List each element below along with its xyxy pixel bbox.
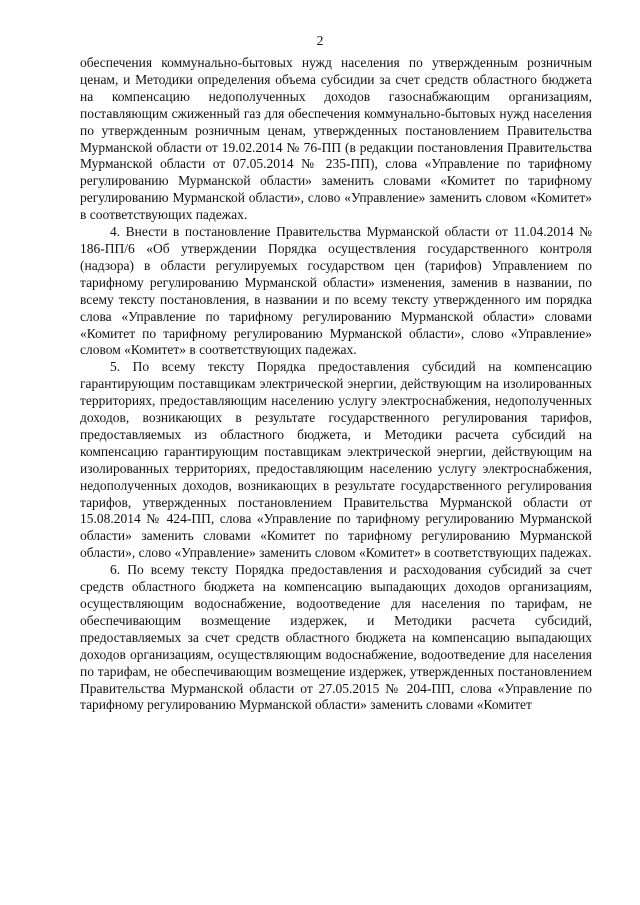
page-number: 2 xyxy=(316,33,324,48)
paragraph-5: 5. По всему тексту Порядка предоставления субсидий на компенсацию гарантирующим поставщикам электрической энергии, действующим на изолированных территориях, предоставляющим населению услугу электроснабжения, недополученных доходов, возникающих в результате государственного регулирования тарифов, предоставляемых из областного бюджета, и Методики расчета субсидий на компенсацию гарантирующим поставщикам электрической энергии, действующим на изолированных территориях, предоставляющим населению услугу электроснабжения, недополученных доходов, возникающих в результате государственного регулирования тарифов, утвержденных постановлением Правительства Мурманской области от 15.08.2014 № 424-ПП, слова «Управление по тарифному регулированию Мурманской области» заменить словами «Комитет по тарифному регулированию Мурманской области», слово «Управление» заменить словом «Комитет» в соответствующих падежах. xyxy=(80,359,592,561)
paragraph-3-continuation: обеспечения коммунально-бытовых нужд населения по утвержденным розничным ценам, и Методики определения объема субсидии за счет средств областного бюджета на компенсацию недополученных доходов газоснабжающим организациям, поставляющим сжиженный газ для обеспечения коммунально-бытовых нужд населения по утвержденным розничным ценам, утвержденных постановлением Правительства Мурманской области от 19.02.2014 № 76-ПП (в редакции постановления Правительства Мурманской области от 07.05.2014 № 235-ПП), слова «Управление по тарифному регулированию Мурманской области» заменить словами «Комитет по тарифному регулированию Мурманской области», слово «Управление» заменить словом «Комитет» в соответствующих падежах. xyxy=(80,55,592,223)
paragraph-4: 4. Внести в постановление Правительства Мурманской области от 11.04.2014 № 186-ПП/6 «Об утверждении Порядка осуществления государственного контроля (надзора) в области регулируемых государством цен (тарифов) Управлением по тарифному регулированию Мурманской области» изменения, заменив в названии, по всему тексту постановления, в названии и по всему тексту утвержденного им порядка слова «Управление по тарифному регулированию Мурманской области» словами «Комитет по тарифному регулированию Мурманской области», слово «Управление» словом «Комитет» в соответствующих падежах. xyxy=(80,224,592,358)
paragraph-6: 6. По всему тексту Порядка предоставления и расходования субсидий за счет средств областного бюджета на компенсацию выпадающих доходов организациям, осуществляющим водоснабжение, водоотведение для населения по тарифам, не обеспечивающим возмещение издержек, и Методики расчета субсидий, предоставляемых за счет средств областного бюджета на компенсацию выпадающих доходов организациям, осуществляющим водоснабжение, водоотведение для населения по тарифам, не обеспечивающим возмещение издержек, утвержденных постановлением Правительства Мурманской области от 27.05.2015 № 204-ПП, слова «Управление по тарифному регулированию Мурманской области» заменить словами «Комитет xyxy=(80,562,592,713)
document-body xyxy=(80,55,592,714)
